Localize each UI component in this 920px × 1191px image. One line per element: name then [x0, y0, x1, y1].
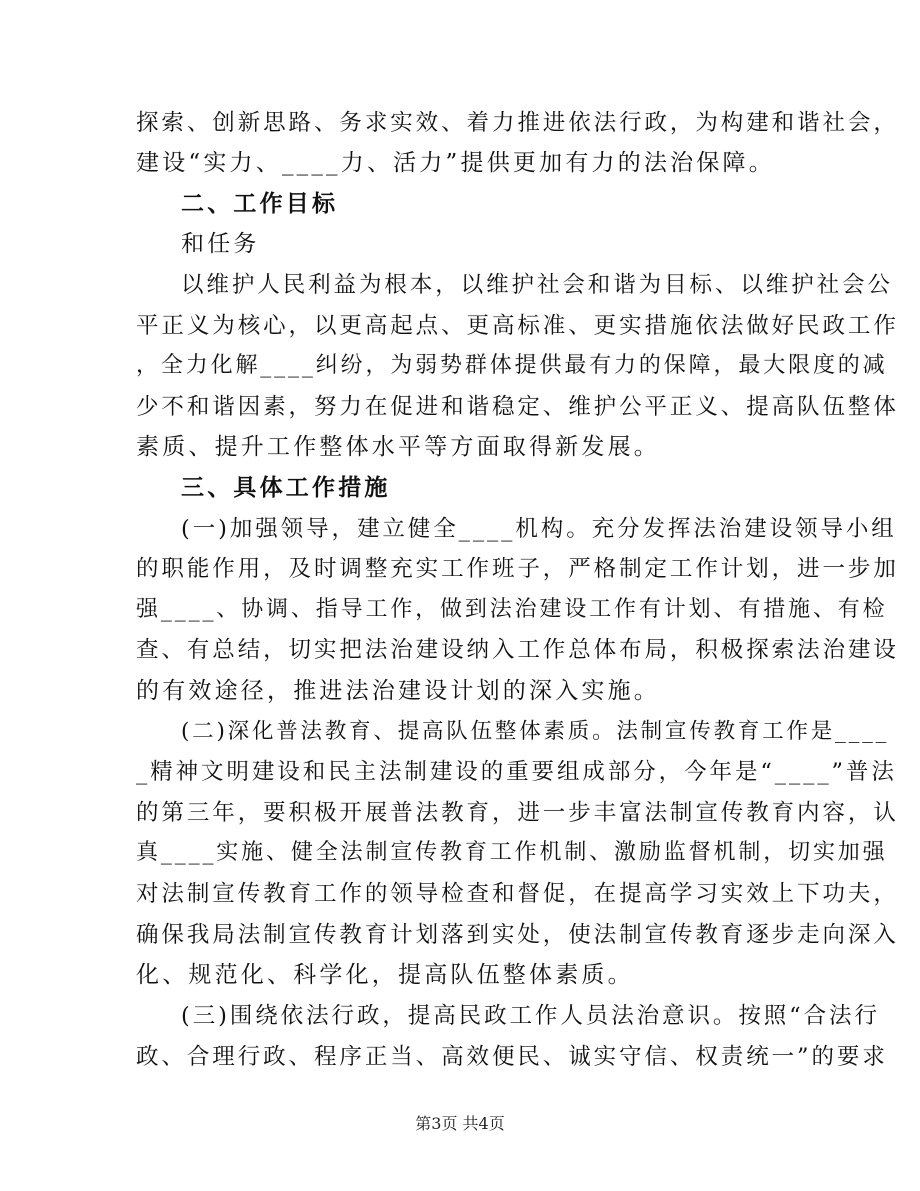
- body-text-line: 的有效途径，推进法治建设计划的深入实施。: [136, 678, 660, 704]
- body-text-line: 探索、创新思路、务求实效、着力推进依法行政，为构建和谐社会，: [136, 110, 899, 136]
- body-text-line: 确保我局法制宣传教育计划落到实处，使法制宣传教育逐步走向深入: [136, 922, 899, 948]
- body-text-line: 的第三年，要积极开展普法教育，进一步丰富法制宣传教育内容，认: [136, 800, 899, 826]
- body-text-line: 和任务: [181, 231, 260, 257]
- body-text-line: 强____、协调、指导工作，做到法治建设工作有计划、有措施、有检: [136, 597, 888, 622]
- paragraph-first-line: (三)围绕依法行政，提高民政工作人员法治意识。按照“合法行: [181, 1003, 880, 1029]
- body-text-line: 真____实施、健全法制宣传教育工作机制、激励监督机制，切实加强: [136, 840, 888, 865]
- paragraph-first-line: 以维护人民利益为根本，以维护社会和谐为目标、以维护社会公: [181, 272, 893, 298]
- section-heading: 三、具体工作措施: [181, 474, 391, 501]
- body-text-line: 查、有总结，切实把法治建设纳入工作总体布局，积极探索法治建设: [136, 637, 899, 663]
- paragraph-first-line: (二)深化普法教育、提高队伍整体素质。法制宣传教育工作是____: [181, 719, 890, 744]
- section-heading: 二、工作目标: [181, 190, 339, 217]
- body-text-line: 政、合理行政、程序正当、高效便民、诚实守信、权责统一”的要求: [136, 1044, 888, 1070]
- body-text-line: 少不和谐因素，努力在促进和谐稳定、维护公平正义、提高队伍整体: [136, 394, 899, 420]
- body-text-line: ，全力化解____纠纷，为弱势群体提供最有力的保障，最大限度的减: [136, 353, 888, 378]
- body-text-line: 平正义为核心，以更高起点、更高标准、更实措施依法做好民政工作: [136, 313, 899, 339]
- paragraph-first-line: (一)加强领导，建立健全____机构。充分发挥法治建设领导小组: [181, 516, 897, 542]
- body-text-line: 建设“实力、____力、活力”提供更加有力的法治保障。: [136, 150, 775, 176]
- body-text-line: _精神文明建设和民主法制建设的重要组成部分，今年是“____”普法: [136, 759, 897, 785]
- page-number-footer: 第3页 共4页: [415, 1114, 505, 1133]
- body-text-line: 对法制宣传教育工作的领导检查和督促，在提高学习实效上下功夫，: [136, 881, 899, 907]
- body-text-line: 素质、提升工作整体水平等方面取得新发展。: [136, 434, 660, 460]
- body-text-line: 的职能作用，及时调整充实工作班子，严格制定工作计划，进一步加: [136, 556, 899, 582]
- body-text-line: 化、规范化、科学化，提高队伍整体素质。: [136, 962, 634, 988]
